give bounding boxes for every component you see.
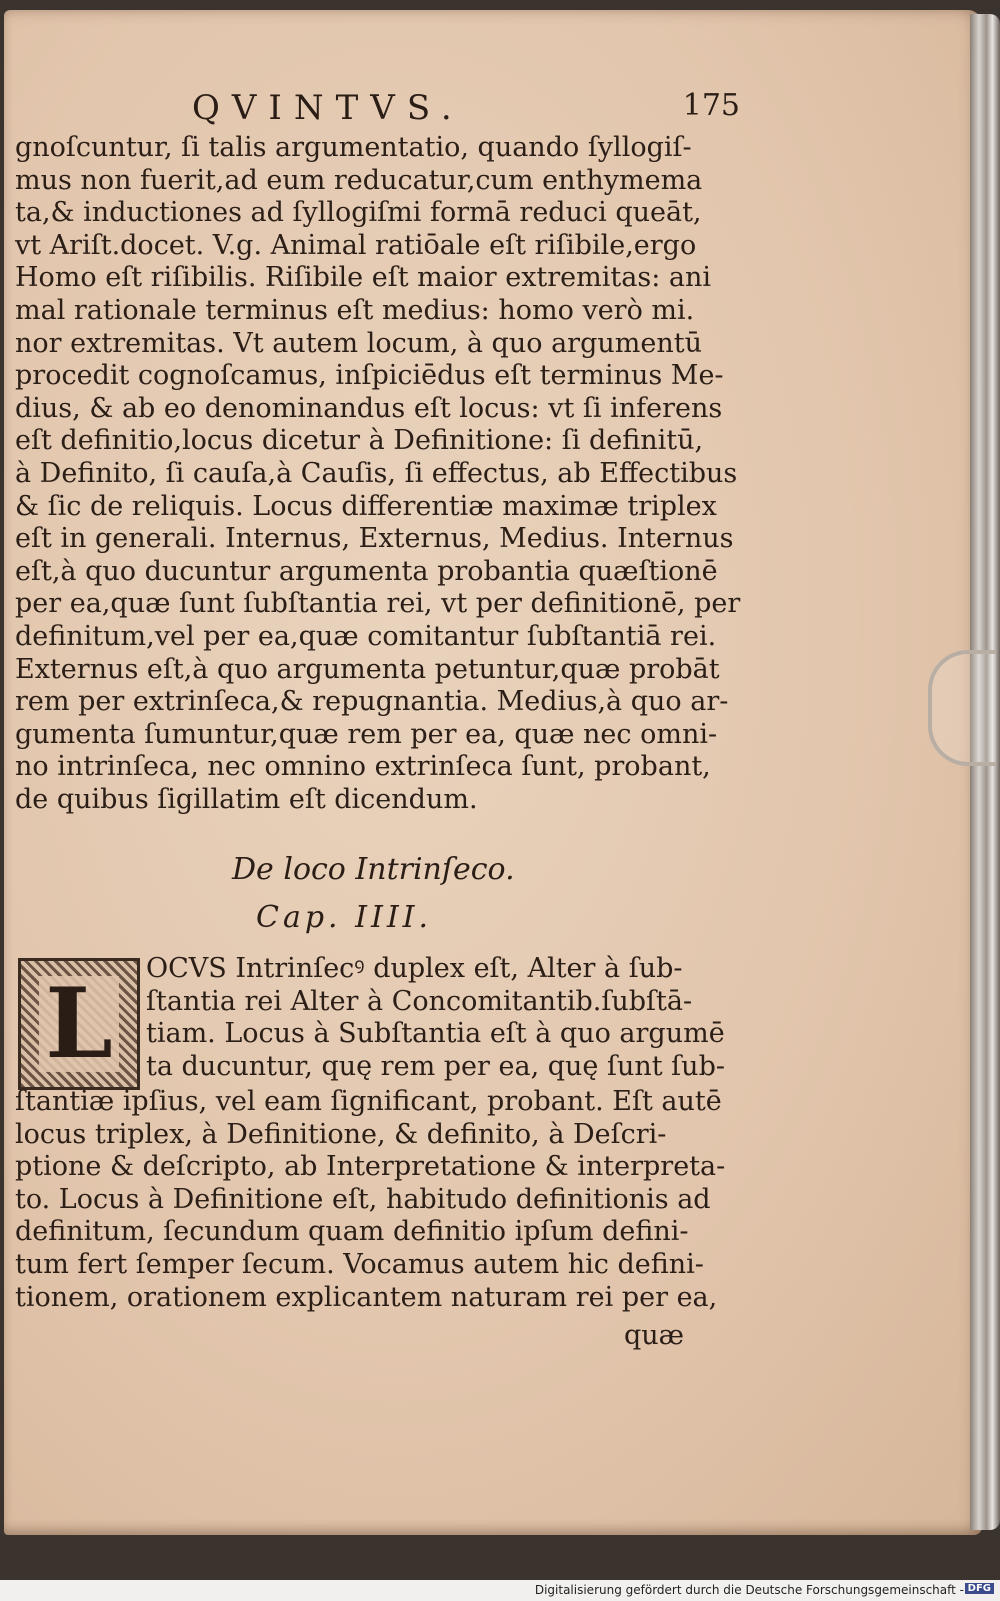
footer-credit: Digitalisierung gefördert durch die Deutsche Forschungsgemeinschaft - bbox=[534, 1583, 964, 1597]
section-heading: De loco Intrinſeco. bbox=[232, 852, 515, 887]
indented-line: tiam. Locus à Subſtantia eſt à quo argumē bbox=[146, 1018, 725, 1050]
body-line: nor extremitas. Vt autem locum, à quo argumentū bbox=[15, 327, 702, 359]
body-line: definitum,vel per ea,quæ comitantur ſubſtantiā rei. bbox=[15, 620, 717, 652]
body-line: no intrinſeca, nec omnino extrinſeca ſunt, probant, bbox=[15, 751, 711, 783]
body-line: ta,& inductiones ad ſyllogiſmi formā reduci queāt, bbox=[15, 197, 702, 229]
header-title: QVINTVS. bbox=[192, 88, 464, 128]
digitization-footer bbox=[0, 1580, 1000, 1601]
body-line: per ea,quæ ſunt ſubſtantia rei, vt per definitionē, per bbox=[15, 588, 741, 620]
body-line: de quibus ſigillatim eſt dicendum. bbox=[15, 783, 478, 815]
chapter-line: ſtantiæ ipſius, vel eam ſignificant, probant. Eſt autē bbox=[15, 1086, 722, 1117]
body-line: à Definito, ſi cauſa,à Cauſis, ſi effectus, ab Effectibus bbox=[15, 457, 738, 489]
page-clip bbox=[928, 650, 996, 766]
body-line: eſt,à quo ducuntur argumenta probantia quæſtionē bbox=[15, 555, 718, 587]
indented-line: ſtantia rei Alter à Concomitantib.ſubſtā- bbox=[146, 985, 693, 1017]
chapter-line: tionem, orationem explicantem naturam rei per ea, bbox=[15, 1281, 718, 1313]
chapter-heading: Cap. IIII. bbox=[256, 900, 433, 935]
chapter-line: locus triplex, à Definitione, & definito, à Deſcri- bbox=[15, 1118, 667, 1150]
chapter-line: ptione & deſcripto, ab Interpretatione & interpreta- bbox=[15, 1151, 726, 1183]
indented-line: ta ducuntur, quę rem per ea, quę ſunt ſub- bbox=[146, 1050, 725, 1082]
body-line: gumenta ſumuntur,quæ rem per ea, quæ nec omni- bbox=[15, 718, 718, 750]
page-edge bbox=[970, 14, 1000, 1530]
body-line: mus non fuerit,ad eum reducatur,cum enthymema bbox=[15, 164, 703, 196]
dfg-logo: DFG bbox=[965, 1583, 994, 1594]
body-line: & ſic de reliquis. Locus differentiæ maximæ triplex bbox=[15, 490, 717, 522]
decorated-initial bbox=[18, 958, 140, 1090]
body-line: gnoſcuntur, ſi talis argumentatio, quando ſyllogiſ- bbox=[15, 132, 692, 163]
indented-text bbox=[146, 953, 725, 1083]
indented-line: OCVS Intrinſecꝰ duplex eſt, Alter à ſub- bbox=[146, 953, 683, 984]
body-line: eſt in generali. Internus, Externus, Medius. Internus bbox=[15, 523, 734, 555]
chapter-line: tum fert ſemper ſecum. Vocamus autem hic defini- bbox=[15, 1248, 704, 1280]
body-text bbox=[15, 132, 741, 816]
page-number: 175 bbox=[682, 88, 740, 123]
body-line: dius, & ab eo denominandus eſt locus: vt ſi inferens bbox=[15, 392, 723, 424]
initial-letter: L bbox=[39, 976, 119, 1072]
running-header bbox=[192, 88, 740, 132]
body-line: rem per extrinſeca,& repugnantia. Medius,à quo ar- bbox=[15, 686, 729, 718]
body-line: eſt definitio,locus dicetur à Definitione: ſi definitū, bbox=[15, 425, 704, 457]
body-line: Homo eſt riſibilis. Riſibile eſt maior extremitas: ani bbox=[15, 262, 712, 294]
body-line: vt Ariſt.docet. V.g. Animal ratiōale eſt riſibile,ergo bbox=[15, 229, 697, 261]
chapter-line: definitum, ſecundum quam definitio ipſum defini- bbox=[15, 1216, 689, 1248]
chapter-line: to. Locus à Definitione eſt, habitudo definitionis ad bbox=[15, 1183, 711, 1215]
chapter-text bbox=[15, 1086, 726, 1314]
body-line: mal rationale terminus eſt medius: homo verò mi. bbox=[15, 294, 695, 326]
catchword: quæ bbox=[624, 1320, 685, 1351]
body-line: procedit cognoſcamus, inſpiciēdus eſt terminus Me- bbox=[15, 360, 724, 392]
body-line: Externus eſt,à quo argumenta petuntur,quæ probāt bbox=[15, 653, 720, 685]
